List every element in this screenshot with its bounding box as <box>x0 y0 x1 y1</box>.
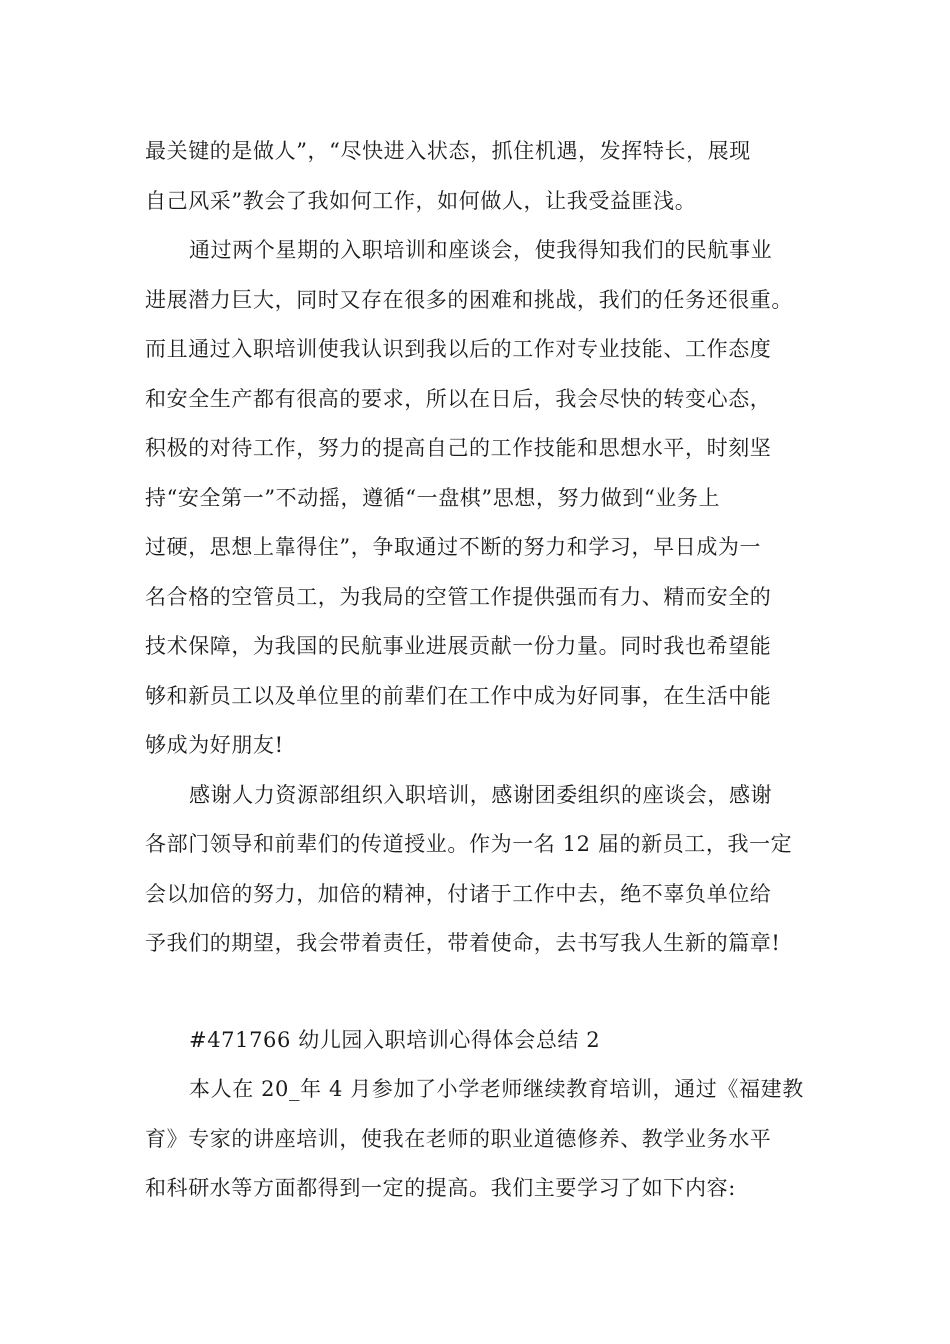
text-line: 和安全生产都有很高的要求，所以在日后，我会尽快的转变心态， <box>145 386 772 411</box>
paragraph <box>145 1065 815 1214</box>
text-line: 持“安全第一”不动摇，遵循“一盘棋”思想，努力做到“业务上 <box>145 485 721 510</box>
text-line: 而且通过入职培训使我认识到我以后的工作对专业技能、工作态度 <box>145 337 772 361</box>
text-line: 和科研水等方面都得到一定的提高。我们主要学习了如下内容: <box>145 1176 736 1200</box>
paragraph <box>145 127 815 226</box>
text-line: 最关键的是做人”，“尽快进入状态，抓住机遇，发挥特长，展现 <box>145 139 751 163</box>
blank-spacer <box>145 969 815 1016</box>
text-line: 名合格的空管员工，为我局的空管工作提供强而有力、精而安全的 <box>145 584 772 609</box>
section-heading-text: #471766 幼儿园入职培训心得体会总结 2 <box>189 1027 601 1052</box>
text-line: 各部门领导和前辈们的传道授业。作为一名 12 届的新员工，我一定 <box>145 832 793 856</box>
text-line: 予我们的期望，我会带着责任，带着使命，去书写我人生新的篇章! <box>145 931 781 955</box>
text-line: 够和新员工以及单位里的前辈们在工作中成为好同事，在生活中能 <box>145 683 772 708</box>
paragraph <box>145 226 815 771</box>
text-line: 过硬，思想上靠得住”，争取通过不断的努力和学习，早日成为一 <box>145 535 762 559</box>
paragraph <box>145 771 815 969</box>
text-line: 够成为好朋友! <box>145 733 284 757</box>
text-line: 进展潜力巨大，同时又存在很多的困难和挑战，我们的任务还很重。 <box>145 287 793 312</box>
text-line: 积极的对待工作，努力的提高自己的工作技能和思想水平，时刻坚 <box>145 436 772 460</box>
text-line: 感谢人力资源部组织入职培训，感谢团委组织的座谈会，感谢 <box>189 782 773 807</box>
text-line: 技术保障，为我国的民航事业进展贡献一份力量。同时我也希望能 <box>145 634 772 658</box>
text-line: 通过两个星期的入职培训和座谈会，使我得知我们的民航事业 <box>189 238 773 262</box>
section-heading <box>145 1016 815 1066</box>
document-body <box>145 127 815 1214</box>
text-line: 育》专家的讲座培训，使我在老师的职业道德修养、教学业务水平 <box>145 1126 772 1151</box>
text-line: 会以加倍的努力，加倍的精神，付诸于工作中去，绝不辜负单位给 <box>145 881 772 906</box>
text-line: 本人在 20_年 4 月参加了小学老师继续教育培训，通过《福建教 <box>189 1077 804 1101</box>
text-line: 自己风采”教会了我如何工作，如何做人，让我受益匪浅。 <box>145 188 697 213</box>
